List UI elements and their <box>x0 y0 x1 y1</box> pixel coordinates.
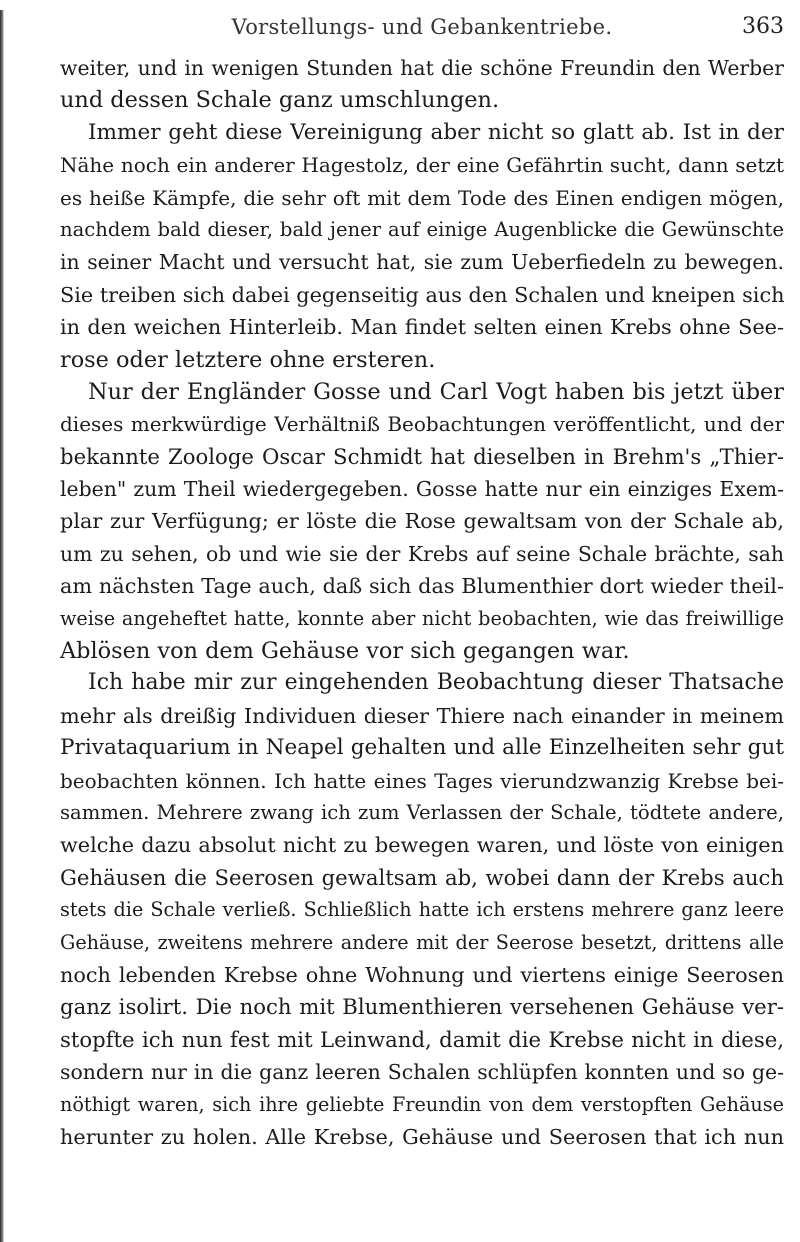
text-line: nachdem bald dieser, bald jener auf einige Augenblicke die Gewünschte <box>60 217 784 241</box>
text-line: es heiße Kämpfe, die sehr oft mit dem Tode des Einen endigen mögen, <box>60 185 784 210</box>
text-line: stets die Schale verließ. Schließlich hatte ich erstens mehrere ganz leere <box>60 898 784 922</box>
running-head: Vorstellungs- und Gebankentriebe. <box>231 15 613 39</box>
text-line: welche dazu absolut nicht zu bewegen waren, und löste von einigen <box>60 833 784 858</box>
text-line: beobachten können. Ich hatte eines Tages vierundzwanzig Krebse bei- <box>60 768 784 793</box>
text-line: ganz isolirt. Die noch mit Blumenthieren versehenen Gehäuse ver- <box>60 994 784 1020</box>
text-line: mehr als dreißig Individuen dieser Thiere nach einander in meinem <box>60 703 784 728</box>
text-line: Ablösen von dem Gehäuse vor sich gegangen war. <box>60 638 630 665</box>
body-text <box>60 52 784 1153</box>
page-binding-edge <box>0 10 4 1242</box>
text-line: am nächsten Tage auch, daß sich das Blumenthier dort wieder theil- <box>60 574 784 599</box>
text-line: bekannte Zoologe Oscar Schmidt hat dieselben in Brehm's „Thier- <box>60 443 784 469</box>
text-line: herunter zu holen. Alle Krebse, Gehäuse und Seerosen that ich nun <box>60 1124 784 1149</box>
text-line: sammen. Mehrere zwang ich zum Verlassen der Schale, tödtete andere, <box>60 800 784 824</box>
text-line: in seiner Macht und versucht hat, sie zum Ueberfiedeln zu bewegen. <box>60 250 784 275</box>
text-line: Nur der Engländer Gosse und Carl Vogt haben bis jetzt über <box>88 378 784 405</box>
text-line: plar zur Verfügung; er löste die Rose gewaltsam von der Schale ab, <box>60 509 784 534</box>
text-line: weise angeheftet hatte, konnte aber nicht beobachten, wie das freiwillige <box>60 606 784 630</box>
page-header <box>60 10 784 44</box>
text-line: noch lebenden Krebse ohne Wohnung und viertens einige Seerosen <box>60 962 784 987</box>
text-line: weiter, und in wenigen Stunden hat die schöne Freundin den Werber <box>60 56 784 80</box>
text-line: Ich habe mir zur eingehenden Beobachtung dieser Thatsache <box>88 670 784 696</box>
text-line: leben" zum Theil wiedergegeben. Gosse hatte nur ein einziges Exem- <box>60 477 784 502</box>
text-line: Gehäusen die Seerosen gewaltsam ab, wobei dann der Krebs auch <box>60 864 784 890</box>
text-line: und dessen Schale ganz umschlungen. <box>60 87 500 114</box>
text-line: nöthigt waren, sich ihre geliebte Freundin von dem verstopften Gehäuse <box>60 1092 784 1116</box>
text-line: sondern nur in die ganz leeren Schalen schlüpfen konnten und so ge- <box>60 1060 784 1085</box>
text-line: Nähe noch ein anderer Hagestolz, der eine Gefährtin sucht, dann setzt <box>60 153 784 178</box>
text-line: rose oder letztere ohne ersteren. <box>60 346 436 373</box>
text-line: um zu sehen, ob und wie sie der Krebs auf seine Schale brächte, sah <box>60 541 784 566</box>
page-number: 363 <box>742 14 784 39</box>
text-line: dieses merkwürdige Verhältniß Beobachtungen veröffentlicht, und der <box>60 412 784 437</box>
text-line: Immer geht diese Vereinigung aber nicht so glatt ab. Ist in der <box>88 119 784 145</box>
text-line: stopfte ich nun fest mit Leinwand, damit die Krebse nicht in diese, <box>60 1026 784 1052</box>
text-line: Privataquarium in Neapel gehalten und alle Einzelheiten sehr gut <box>60 735 784 761</box>
text-line: Sie treiben sich dabei gegenseitig aus den Schalen und kneipen sich <box>60 282 784 307</box>
text-line: Gehäuse, zweitens mehrere andere mit der Seerose besetzt, drittens alle <box>60 930 784 954</box>
text-line: in den weichen Hinterleib. Man findet selten einen Krebs ohne See- <box>60 315 784 340</box>
